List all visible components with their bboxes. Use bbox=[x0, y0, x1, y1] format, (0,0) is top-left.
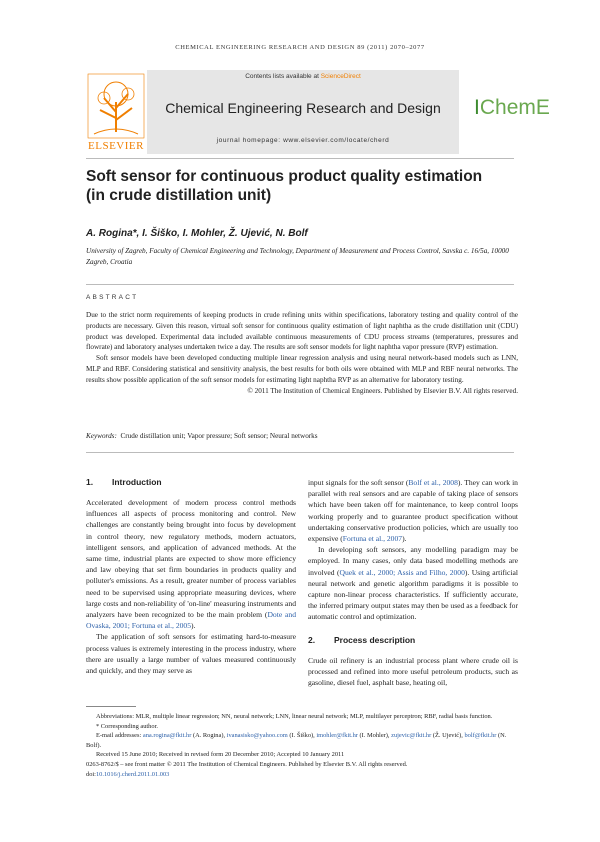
keywords-list: Crude distillation unit; Vapor pressure; Soft sensor; Neural networks bbox=[120, 432, 318, 440]
intro-paragraph-3 bbox=[308, 477, 518, 544]
citation-quek-assis[interactable]: Quek et al., 2000; Assis and Filho, 2000 bbox=[339, 567, 465, 577]
author-list: A. Rogina*, I. Šiško, I. Mohler, Ž. Ujević, N. Bolf bbox=[86, 228, 308, 239]
contents-prefix: Contents lists available at bbox=[245, 73, 321, 80]
process-paragraph-1: Crude oil refinery is an industrial process plant where crude oil is processed and refined into more useful petroleum products, such as gasoline, diesel fuel, asphalt base, heating oil, bbox=[308, 655, 518, 688]
email-link-mohler[interactable]: imohler@fkit.hr bbox=[316, 732, 358, 740]
footnote-corresponding: * Corresponding author. bbox=[96, 722, 158, 730]
doi-link[interactable]: 10.1016/j.cherd.2011.01.003 bbox=[95, 770, 170, 778]
intro-p3-text: input signals for the soft sensor ( bbox=[308, 478, 409, 487]
intro-p1-end: ). bbox=[191, 621, 196, 631]
keywords-line bbox=[86, 432, 518, 440]
intro-paragraph-4 bbox=[308, 544, 518, 622]
left-column bbox=[86, 477, 296, 676]
title-line-2: (in crude distillation unit) bbox=[86, 187, 272, 204]
citation-bolf-2008[interactable]: Bolf et al., 2008 bbox=[408, 478, 458, 487]
footnote-issn: 0263-8762/$ – see front matter © 2011 The Institution of Chemical Engineers. Published by Elsevier B.V. All rights reserved. bbox=[86, 760, 408, 768]
publisher-name: ELSEVIER bbox=[88, 140, 144, 152]
abstract-paragraph-2: Soft sensor models have been developed conducting multiple linear regression analysis and using neural network-based models such as LNN, MLP and RBF. Considering statistical and sensitivity analysis, the best results for both oils were obtained with MLP and RBF neural networks. The results show possible application of the soft sensor models for estimating light naphtha RVP as an alternative for laboratory testing. bbox=[86, 354, 518, 384]
email-who-mohler: (I. Mohler), bbox=[357, 732, 392, 740]
intro-paragraph-2: The application of soft sensors for estimating hard-to-measure process values is extremely interesting in the process industry, where there are usually a large number of values measured continuously and quickly, and they may serve as bbox=[86, 632, 296, 676]
email-who-rogina: (A. Rogina), bbox=[191, 732, 227, 740]
citation-fortuna-2007[interactable]: Fortuna et al., 2007 bbox=[342, 534, 403, 544]
email-who-ujevic: (Ž. Ujević), bbox=[431, 732, 465, 740]
section-2-heading bbox=[308, 635, 518, 645]
section-1-number: 1. bbox=[86, 477, 94, 487]
intro-p3-mid: ). They can work in parallel with real sensors and are capable of taking place of sensors which have been taken off for maintenance, to keep control loops working properly and to guarantee product specification without undertaking conservative production policies, which are usually too expensive ( bbox=[308, 478, 518, 544]
email-link-ujevic[interactable]: zujevic@fkit.hr bbox=[391, 732, 432, 740]
email-link-sisko[interactable]: ivanasisko@yahoo.com bbox=[226, 732, 288, 740]
journal-homepage[interactable]: journal homepage: www.elsevier.com/locate/cherd bbox=[216, 137, 390, 144]
footnote-abbreviations: Abbreviations: MLR, multiple linear regression; NN, neural network; LNN, linear neural network; MLP, multilayer perceptron; RBF, radial basis function. bbox=[96, 713, 493, 720]
abstract-copyright: © 2011 The Institution of Chemical Engineers. Published by Elsevier B.V. All rights reserved. bbox=[247, 386, 518, 395]
journal-title: Chemical Engineering Research and Design bbox=[165, 100, 441, 116]
running-header: CHEMICAL ENGINEERING RESEARCH AND DESIGN 89 (2011) 2070–2077 bbox=[175, 44, 425, 51]
right-column bbox=[308, 477, 518, 688]
section-2-number: 2. bbox=[308, 634, 316, 645]
footnotes bbox=[86, 712, 518, 779]
intro-p4-text: In developing soft sensors, any modelling paradigm may be employed. In many cases, only data based modelling methods are involved ( bbox=[308, 545, 518, 577]
contents-line bbox=[147, 73, 459, 80]
doi-label: doi: bbox=[86, 770, 96, 778]
email-link-rogina[interactable]: ana.rogina@fkit.hr bbox=[142, 732, 192, 740]
abstract-body bbox=[86, 310, 518, 396]
header-divider bbox=[86, 158, 514, 159]
section-1-heading bbox=[86, 477, 296, 487]
article-title bbox=[86, 167, 526, 205]
icheme-logo-i: I bbox=[474, 96, 480, 119]
abstract-top-divider bbox=[86, 284, 514, 285]
intro-p1-text: Accelerated development of modern process control methods influences all aspects of process monitoring and control. New challenges are constantly being brought into focus by development in control theory, new regulatory methods, modern actuators, intelligent sensors, and application of advanced methods. At the same time, industrial plants are expected to show more efficiency and law obeying that set firm boundaries in products quality and polluter's emissions. As a result, greater number of process variables need to be supervised using appropriate measuring devices, where large costs and non-reliability of 'on-line' measuring instruments and analyzers have been recognized to be the main problem ( bbox=[86, 498, 296, 620]
keywords-label: Keywords: bbox=[86, 432, 117, 440]
title-line-1: Soft sensor for continuous product quality estimation bbox=[86, 168, 483, 185]
journal-header-box bbox=[147, 70, 459, 154]
footnote-doi bbox=[86, 770, 518, 780]
abstract-heading: ABSTRACT bbox=[86, 294, 139, 301]
affiliation: University of Zagreb, Faculty of Chemical Engineering and Technology, Department of Measurement and Process Control, Savska c. 16/5a, 10000 Zagreb, Croatia bbox=[86, 247, 509, 266]
icheme-logo-rest: ChemE bbox=[479, 96, 550, 119]
abstract-bottom-divider bbox=[86, 452, 514, 453]
icheme-logo bbox=[474, 96, 550, 120]
abstract-paragraph-1: Due to the strict norm requirements of keeping products in crude refining units within specifications, laboratory testing and quality control of the products are necessary. Given this reason, virtual soft sensor for continuous quality estimation of light naphtha as the crude distillation unit (CDU) product was developed. Experimental data included available continuous measurements of CDU process streams (temperatures, pressures and flowrate) and laboratory analyses undertaken twice a day. The results are soft sensor models for light naphtha vapor pressure (RVP) estimation. bbox=[86, 311, 518, 352]
section-1-title: Introduction bbox=[112, 477, 162, 487]
intro-paragraph-1 bbox=[86, 497, 296, 631]
section-2-text bbox=[308, 655, 518, 689]
citation-dote-fortuna[interactable]: Dote and Ovaska, 2001; Fortuna et al., 2005 bbox=[86, 610, 297, 631]
email-label: E-mail addresses: bbox=[96, 732, 143, 740]
email-link-bolf[interactable]: bolf@fkit.hr bbox=[464, 732, 497, 740]
section-1-text-left bbox=[86, 497, 296, 676]
section-2-title: Process description bbox=[334, 634, 416, 645]
intro-p3-end: ). bbox=[402, 534, 407, 544]
footnote-divider bbox=[86, 706, 136, 707]
intro-p4-end: ). Using artificial neural network and genetic algorithm paradigms it is possible to capture non-linear process characteristics. If sufficiently accurate, the inferred primary output states may then be used as a feedback for automatic control and optimization. bbox=[308, 567, 518, 622]
section-1-text-right bbox=[308, 477, 518, 623]
email-who-sisko: (I. Šiško), bbox=[287, 732, 317, 740]
footnote-received: Received 15 June 2010; Received in revised form 20 December 2010; Accepted 10 January 2011 bbox=[96, 751, 345, 759]
sciencedirect-link[interactable]: ScienceDirect bbox=[320, 73, 361, 80]
footnote-emails bbox=[86, 731, 518, 750]
email-who-bolf: (N. Bolf). bbox=[86, 732, 507, 749]
